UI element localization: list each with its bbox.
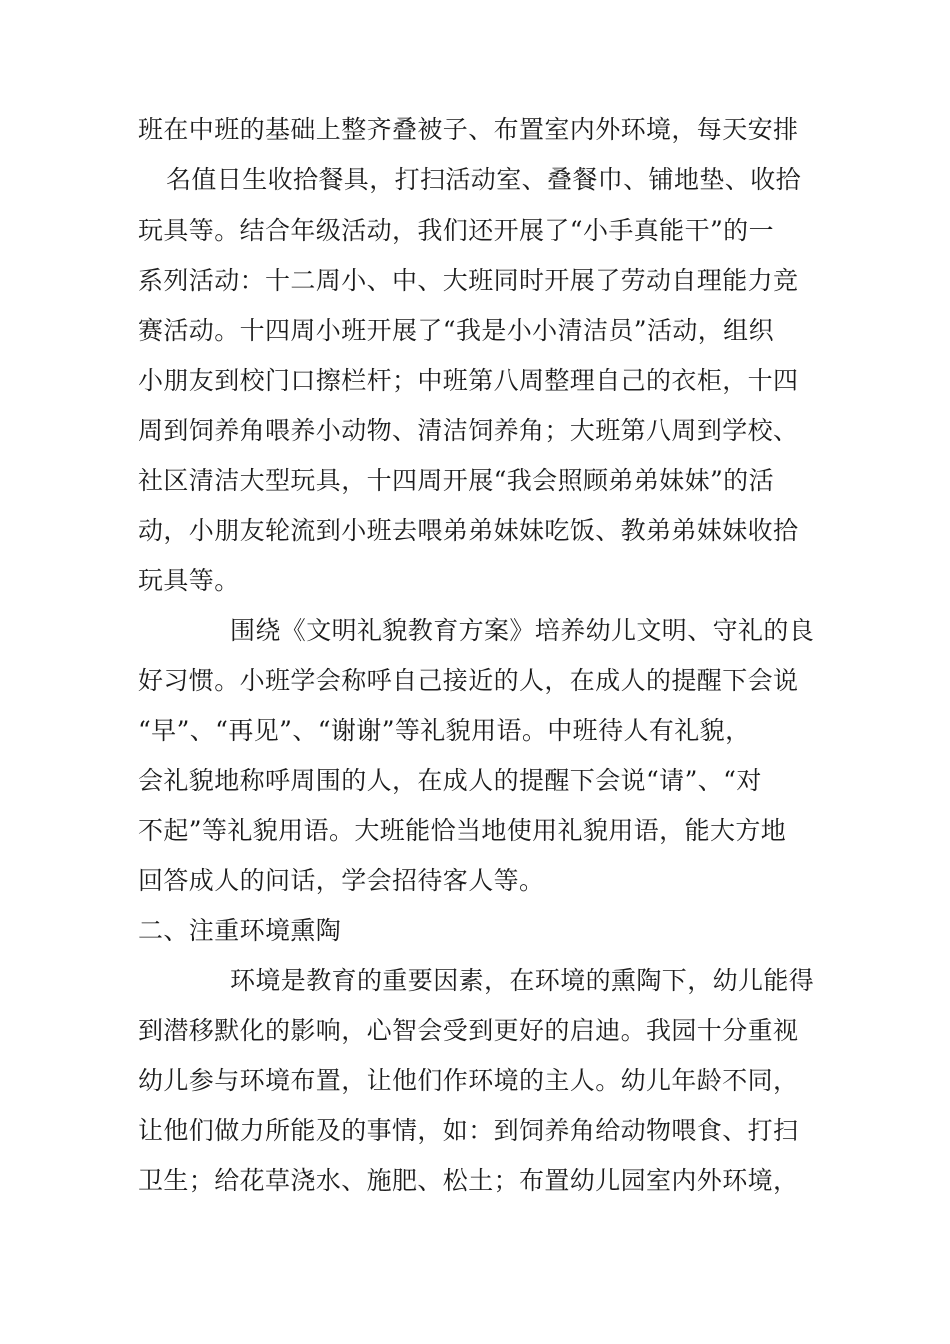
section-heading: 二、注重环境熏陶 <box>138 916 342 945</box>
text-line-10: 玩具等。 <box>138 566 240 595</box>
text-line-13: “早”、“再见”、“谢谢”等礼貌用语。中班待人有礼貌， <box>138 716 751 745</box>
text-line-11: 围绕《文明礼貌教育方案》培养幼儿文明、守礼的良 <box>230 616 815 645</box>
text-line-6: 小朋友到校门口擦栏杆；中班第八周整理自己的衣柜，十四 <box>138 366 799 395</box>
text-line-7: 周到饲养角喂养小动物、清洁饲养角；大班第八周到学校、 <box>138 416 799 445</box>
text-line-22: 卫生；给花草浇水、施肥、松土；布置幼儿园室内外环境， <box>138 1166 799 1195</box>
text-line-19: 到潜移默化的影响，心智会受到更好的启迪。我园十分重视 <box>138 1016 799 1045</box>
text-line-9: 动，小朋友轮流到小班去喂弟弟妹妹吃饭、教弟弟妹妹收拾 <box>138 516 799 545</box>
text-line-8: 社区清洁大型玩具，十四周开展“我会照顾弟弟妹妹”的活 <box>138 466 774 495</box>
text-line-4: 系列活动：十二周小、中、大班同时开展了劳动自理能力竞 <box>138 266 799 295</box>
text-line-5: 赛活动。十四周小班开展了“我是小小清洁员”活动，组织 <box>138 316 774 345</box>
text-line-16: 回答成人的问话，学会招待客人等。 <box>138 866 545 895</box>
text-line-12: 好习惯。小班学会称呼自己接近的人，在成人的提醒下会说 <box>138 666 799 695</box>
text-line-21: 让他们做力所能及的事情，如：到饲养角给动物喂食、打扫 <box>138 1116 799 1145</box>
text-line-18: 环境是教育的重要因素，在环境的熏陶下，幼儿能得 <box>230 966 815 995</box>
text-line-20: 幼儿参与环境布置，让他们作环境的主人。幼儿年龄不同， <box>138 1066 799 1095</box>
text-line-14: 会礼貌地称呼周围的人，在成人的提醒下会说“请”、“对 <box>138 766 762 795</box>
text-line-3: 玩具等。结合年级活动，我们还开展了“小手真能干”的一 <box>138 216 774 245</box>
text-line-2: 名值日生收拾餐具，打扫活动室、叠餐巾、铺地垫、收拾 <box>166 165 802 194</box>
text-line-15: 不起”等礼貌用语。大班能恰当地使用礼貌用语，能大方地 <box>138 816 787 845</box>
text-line-1: 班在中班的基础上整齐叠被子、布置室内外环境，每天安排 <box>138 115 799 144</box>
